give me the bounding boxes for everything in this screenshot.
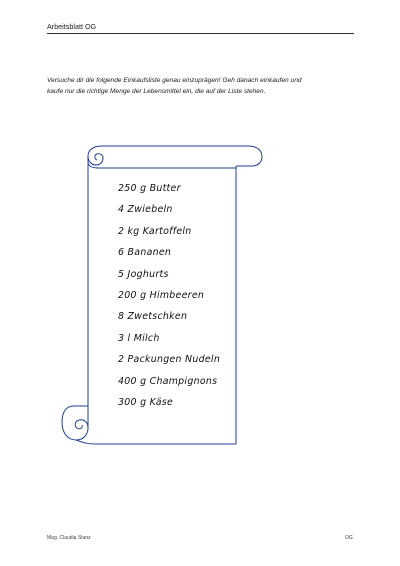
list-item: 3 l Milch [118,332,160,344]
list-item: 2 Packungen Nudeln [118,354,221,366]
header-divider [47,33,354,34]
list-item: 4 Zwiebeln [118,204,173,216]
list-item: 250 g Butter [118,183,181,194]
list-item: 2 kg Kartoffeln [118,225,192,237]
footer-author: Mag. Claudia Stanz [47,535,91,541]
instructions-line-2: kaufe nur die richtige Menge der Lebensmittel ein, die auf der Liste stehen. [47,87,266,95]
list-item: 6 Bananen [118,247,172,259]
list-item: 200 g Himbeeren [118,289,205,301]
list-item: 400 g Champignons [118,375,218,387]
list-item: 8 Zwetschken [118,311,188,323]
instructions-text [47,76,357,97]
shopping-list [118,183,268,418]
instructions-line-1: Versuche dir die folgende Einkaufsliste genau einzuprägen! Geh danach einkaufen und [47,77,302,84]
list-item: 5 Joghurts [118,268,169,280]
footer-label: OG [345,535,353,541]
list-item: 300 g Käse [118,396,174,408]
page-header-title: Arbeitsblatt OG [47,22,97,31]
